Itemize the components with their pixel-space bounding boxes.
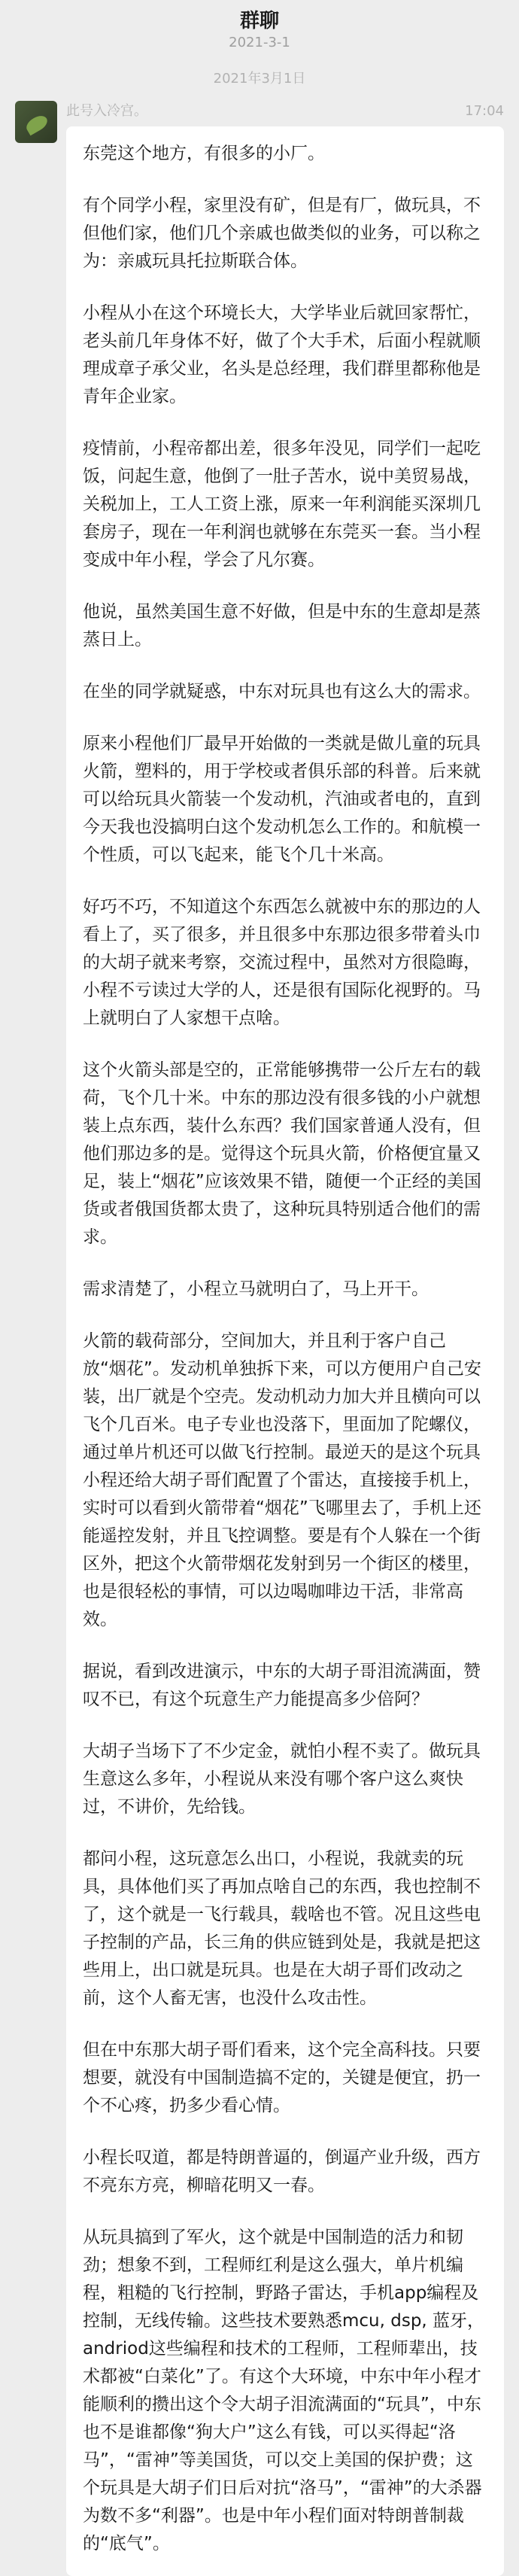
paragraph: 从玩具搞到了军火，这个就是中国制造的活力和韧劲；想象不到，工程师红利是这么强大，单片机编程，粗糙的飞行控制，野路子雷达，手机app编程及控制，无线传输。这些技术要熟悉mcu, dsp, 蓝牙，andriod这些编程和技术的工程师，工程师辈出，技术都被“白菜化”了。有这个大环境，中东中年小程才能顺利的攒出这个令大胡子泪流满面的“玩具”，中东也不是谁都像“狗大户”这么有钱，可以买得起“洛马”，“雷神”等美国货，可以交上美国的保护费；这个玩具是大胡子们日后对抗“洛马”，“雷神”的大杀器为数不多“利器”。也是中年小程们面对特朗普制裁的“底气”。 (83, 2228, 485, 2553)
paragraph: 但在中东那大胡子哥们看来，这个完全高科技。只要想要，就没有中国制造搞不定的，关键是便宜，扔一个不心疼，扔多少看心情。 (83, 2040, 481, 2115)
paragraph: 他说，虽然美国生意不好做，但是中东的生意却是蒸蒸日上。 (83, 602, 481, 649)
paragraph: 火箭的载荷部分，空间加大，并且利于客户自己放“烟花”。发动机单独拆下来，可以方便用户自己安装，出厂就是个空壳。发动机动力加大并且横向可以飞个几百米。电子专业也没落下，里面加了陀螺仪，通过单片机还可以做飞行控制。最逆天的是这个玩具小程还给大胡子哥们配置了个雷达，直接接手机上，实时可以看到火箭带着“烟花”飞哪里去了，手机上还能遥控发射，并且飞控调整。要是有个人躲在一个街区外，把这个火箭带烟花发射到另一个街区的楼里，也是很轻松的事情，可以边喝咖啡边干活，非常高效。 (83, 1331, 481, 1629)
message-meta (66, 101, 504, 122)
paragraph: 疫情前，小程帝都出差，很多年没见，同学们一起吃饭，问起生意，他倒了一肚子苦水，说中美贸易战，关税加上，工人工资上涨，原来一年利润能买深圳几套房子，现在一年利润也就够在东莞买一套。当小程变成中年小程，学会了凡尔赛。 (83, 439, 481, 570)
paragraph: 东莞这个地方，有很多的小厂。 (83, 144, 325, 163)
message-bubble[interactable] (66, 126, 504, 2576)
paragraph: 在坐的同学就疑惑，中东对玩具也有这么大的需求。 (83, 682, 481, 701)
chat-header (0, 0, 519, 63)
paragraph: 需求清楚了，小程立马就明白了，马上开干。 (83, 1279, 429, 1299)
date-separator: 2021年3月1日 (213, 71, 306, 87)
sender-name: 此号入冷宫。 (66, 103, 147, 119)
chat-title: 群聊 (239, 10, 279, 32)
paragraph: 原来小程他们厂最早开始做的一类就是做儿童的玩具火箭，塑料的，用于学校或者俱乐部的科普。后来就可以给玩具火箭装一个发动机，汽油或者电的，直到今天我也没搞明白这个发动机怎么工作的。和航模一个性质，可以飞起来，能飞个几十米高。 (83, 734, 481, 865)
paragraph: 这个火箭头部是空的，正常能够携带一公斤左右的载荷，飞个几十米。中东的那边没有很多钱的小户就想装上点东西，装什么东西？我们国家普通人没有，但他们那边多的是。觉得这个玩具火箭，价格便宜量又足，装上“烟花”应该效果不错，随便一个正经的美国货或者俄国货都太贵了，这种玩具特别适合他们的需求。 (83, 1060, 481, 1247)
paragraph: 小程从小在这个环境长大，大学毕业后就回家帮忙，老头前几年身体不好，做了个大手术，后面小程就顺理成章子承父业，名头是总经理，我们群里都称他是青年企业家。 (83, 303, 481, 406)
avatar[interactable] (15, 101, 57, 143)
paragraph: 据说，看到改进演示，中东的大胡子哥泪流满面，赞叹不已，有这个玩意生产力能提高多少倍阿？ (83, 1662, 481, 1709)
paragraph: 大胡子当场下了不少定金，就怕小程不卖了。做玩具生意这么多年，小程说从来没有哪个客户这么爽快过，不讲价，先给钱。 (83, 1741, 481, 1817)
paragraph: 都问小程，这玩意怎么出口，小程说，我就卖的玩具，具体他们买了再加点啥自己的东西，我也控制不了，这个就是一飞行载具，载啥也不管。况且这些电子控制的产品，长三角的供应链到处是，我就是把这些用上，出口就是玩具。也是在大胡子哥们改动之前，这个人畜无害，也没什么攻击性。 (83, 1849, 481, 2008)
paragraph: 小程长叹道，都是特朗普逼的，倒逼产业升级，西方不亮东方亮，柳暗花明又一春。 (83, 2148, 481, 2195)
chat-message (0, 101, 519, 2576)
paragraph: 好巧不巧，不知道这个东西怎么就被中东的那边的人看上了，买了很多，并且很多中东那边很多带着头巾的大胡子就来考察，交流过程中，虽然对方很隐晦，小程不亏读过大学的人，还是很有国际化视野的。马上就明白了人家想干点啥。 (83, 897, 481, 1028)
chat-subtitle: 2021-3-1 (229, 35, 290, 50)
avatar-leaf-icon (24, 113, 50, 136)
paragraph: 有个同学小程，家里没有矿，但是有厂，做玩具，不但他们家，他们几个亲戚也做类似的业务，可以称之为：亲戚玩具托拉斯联合体。 (83, 196, 481, 271)
message-time: 17:04 (465, 103, 504, 119)
